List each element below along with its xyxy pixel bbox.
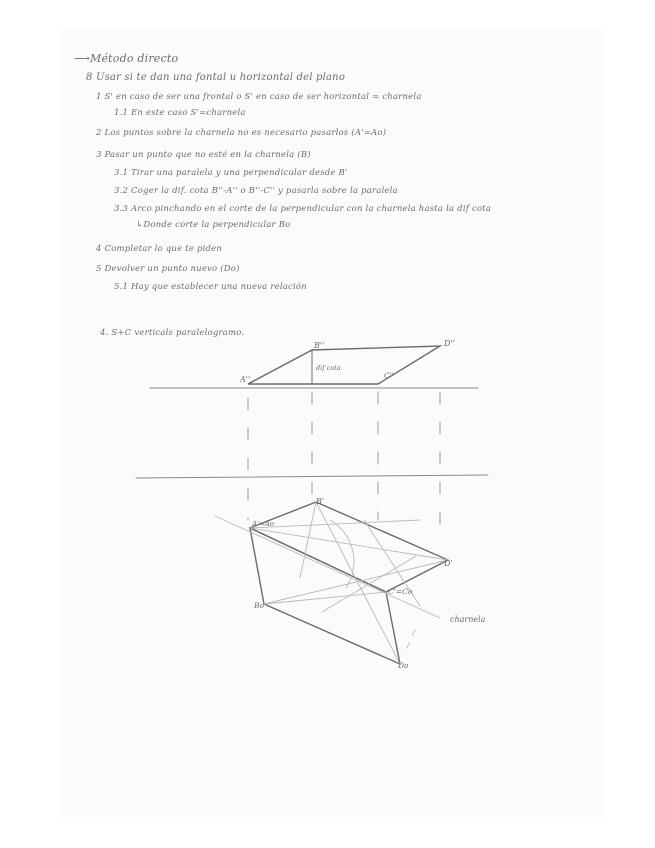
- label-c1: C'=Co: [388, 587, 413, 596]
- note-line: 5.1 Hay que establecer una nueva relación: [114, 282, 307, 292]
- note-line: 8 Usar si te dan una fontal u horizontal del plano: [86, 72, 346, 83]
- label-b2: B'': [314, 341, 325, 350]
- note-line: 3 Pasar un punto que no esté en la charnela (B): [96, 150, 311, 160]
- label-charnela: charnela: [450, 615, 486, 624]
- note-line: 4 Completar lo que te piden: [96, 244, 223, 254]
- label-a2: A'': [240, 375, 251, 384]
- note-line: 3.1 Tirar una paralela y una perpendicular desde B': [114, 168, 348, 178]
- label-a1: A'=Ao: [252, 520, 275, 528]
- construction-lines: [215, 502, 448, 664]
- arrow-icon: ⟶: [74, 52, 90, 65]
- label-d1: D': [444, 559, 453, 568]
- notes-title: Método directo: [89, 52, 179, 65]
- label-do: Do: [398, 661, 409, 670]
- parallelogram-horizontal: [250, 502, 448, 592]
- parallelogram-vertical: [248, 346, 440, 384]
- label-c2: C'': [384, 372, 394, 380]
- note-line: 5 Devolver un punto nuevo (Do): [96, 264, 240, 274]
- note-line: 2 Los puntos sobre la charnela no es necesario pasarlos (A'=Ao): [96, 128, 387, 138]
- note-line: 1 S' en caso de ser una frontal o S' en caso de ser horizontal = charnela: [96, 92, 422, 102]
- figure-caption: 4. S+C verticals paralelogramo.: [100, 328, 245, 338]
- ground-line-bottom: [136, 475, 488, 478]
- note-line: 3.3 Arco pinchando en el corte de la perpendicular con la charnela hasta la dif cota: [114, 204, 492, 214]
- note-line: 1.1 En este caso S'=charnela: [114, 108, 246, 118]
- label-b1: B': [316, 497, 325, 506]
- label-bo: Bo: [254, 601, 265, 610]
- label-dif-cota: dif cota: [316, 364, 341, 372]
- label-d2: D'': [444, 339, 455, 348]
- note-line: ↳Donde corte la perpendicular Bo: [136, 220, 291, 230]
- note-line: 3.2 Coger la dif. cota B''-A'' o B''-C'' y pasarla sobre la paralela: [114, 186, 398, 196]
